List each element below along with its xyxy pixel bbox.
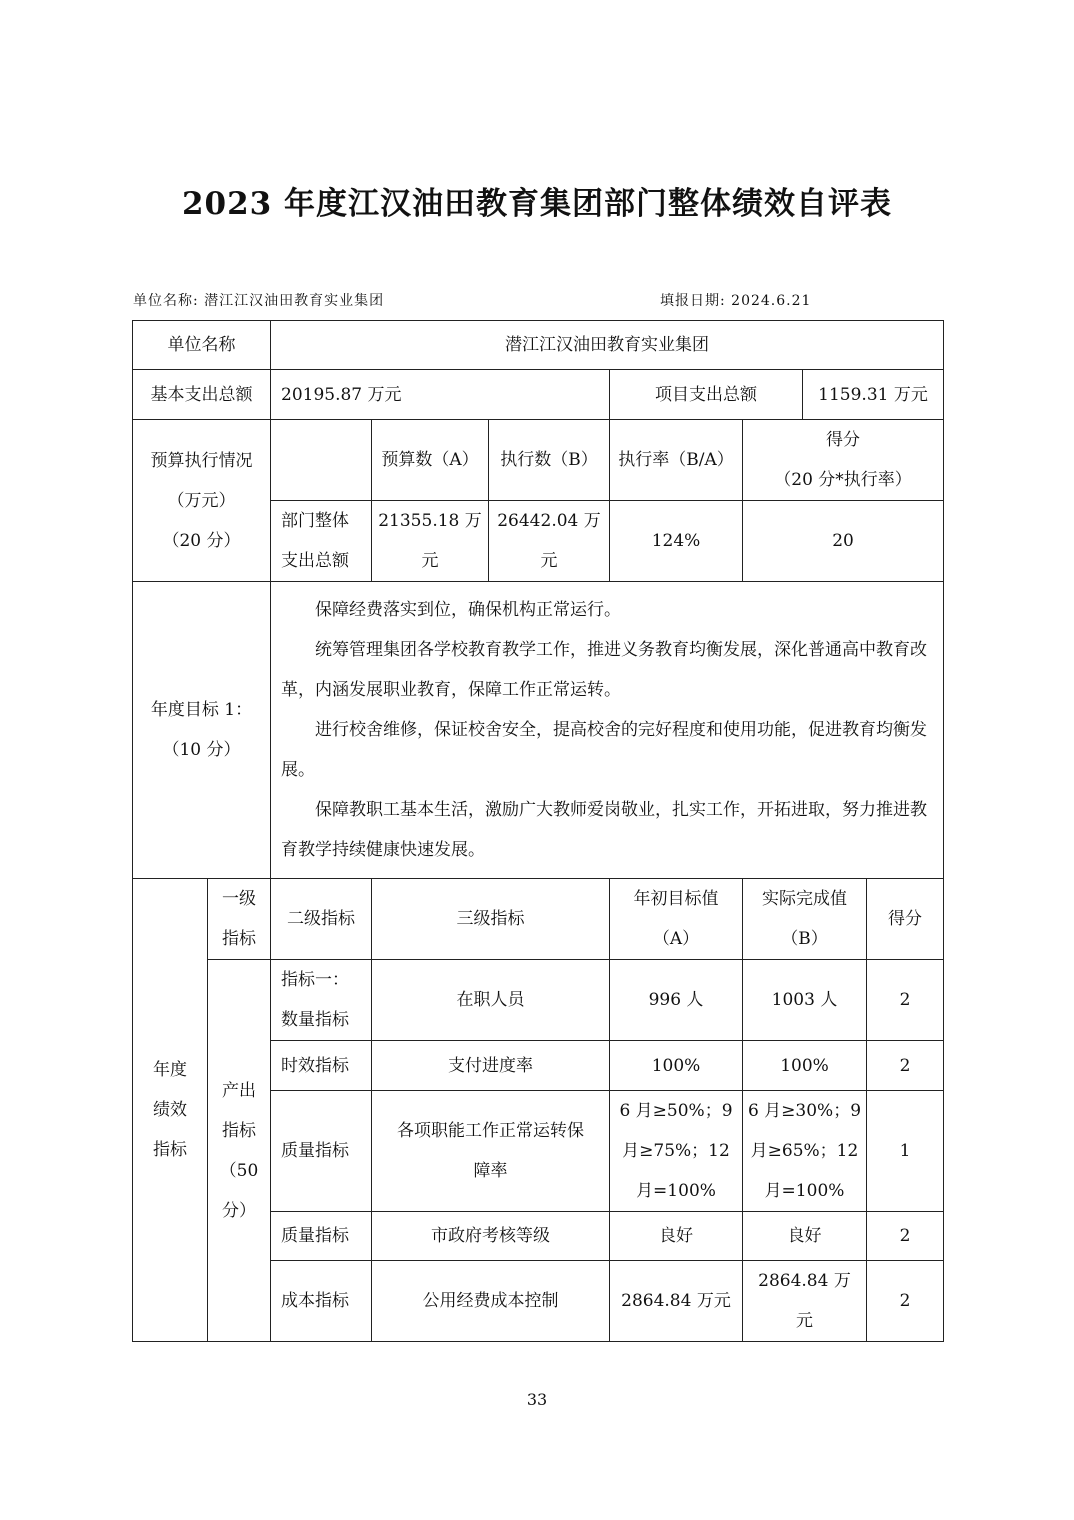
goal-paragraph: 保障经费落实到位，确保机构正常运行。 — [315, 600, 621, 620]
budget-value-b: 26442.04 万 元 — [489, 501, 610, 582]
actual-cell: 6 月≥30%；9 月≥65%；12 月=100% — [743, 1091, 867, 1212]
evaluation-table — [132, 320, 944, 1342]
level3-cell: 各项职能工作正常运转保 障率 — [372, 1091, 610, 1212]
target-cell: 2864.84 万元 — [610, 1261, 743, 1342]
score-cell: 2 — [867, 1261, 944, 1342]
target-cell: 996 人 — [610, 960, 743, 1041]
page-title: 2023 年度江汉油田教育集团部门整体绩效自评表 — [181, 186, 893, 222]
actual-cell: 100% — [743, 1041, 867, 1091]
basic-expense-label: 基本支出总额 — [133, 370, 271, 420]
budget-row-label: 部门整体 支出总额 — [271, 501, 372, 582]
indicators-header-row — [133, 879, 944, 960]
header-level1: 一级 指标 — [208, 879, 271, 960]
level2-cell: 质量指标 — [271, 1212, 372, 1261]
header-level2: 二级指标 — [271, 879, 372, 960]
budget-score: 20 — [743, 501, 944, 582]
budget-rate: 124% — [610, 501, 743, 582]
level2-cell: 指标一： 数量指标 — [271, 960, 372, 1041]
unit-name-meta: 单位名称: 潜江江汉油田教育实业集团 — [133, 293, 385, 309]
fill-date-meta: 填报日期: 2024.6.21 — [660, 293, 812, 309]
budget-label: 预算执行情况 （万元） （20 分） — [133, 420, 271, 582]
unit-label: 单位名称 — [133, 321, 271, 370]
target-cell: 6 月≥50%；9 月≥75%；12 月=100% — [610, 1091, 743, 1212]
unit-row — [133, 321, 944, 370]
actual-cell: 良好 — [743, 1212, 867, 1261]
score-cell: 2 — [867, 960, 944, 1041]
output-indicator-label: 产出 指标 （50 分） — [208, 960, 271, 1342]
table-row — [133, 960, 944, 1041]
level3-cell: 支付进度率 — [372, 1041, 610, 1091]
basic-expense-value: 20195.87 万元 — [271, 370, 610, 420]
page-number: 33 — [526, 1390, 548, 1409]
level2-cell: 质量指标 — [271, 1091, 372, 1212]
actual-cell: 2864.84 万 元 — [743, 1261, 867, 1342]
target-cell: 良好 — [610, 1212, 743, 1261]
level3-cell: 在职人员 — [372, 960, 610, 1041]
budget-header-b: 执行数（B） — [489, 420, 610, 501]
score-cell: 2 — [867, 1041, 944, 1091]
target-cell: 100% — [610, 1041, 743, 1091]
budget-value-a: 21355.18 万 元 — [372, 501, 489, 582]
header-actual: 实际完成值 （B） — [743, 879, 867, 960]
header-score: 得分 — [867, 879, 944, 960]
level3-cell: 市政府考核等级 — [372, 1212, 610, 1261]
budget-header-blank — [271, 420, 372, 501]
score-cell: 2 — [867, 1212, 944, 1261]
goal-paragraph: 进行校舍维修，保证校舍安全，提高校舍的完好程度和使用功能，促进教育均衡发展。 — [281, 720, 927, 780]
expense-row — [133, 370, 944, 420]
level2-cell: 成本指标 — [271, 1261, 372, 1342]
project-expense-label: 项目支出总额 — [610, 370, 803, 420]
indicators-group-label: 年度 绩效 指标 — [133, 879, 208, 1342]
goal-paragraph: 保障教职工基本生活，激励广大教师爱岗敬业，扎实工作，开拓进取，努力推进教育教学持续健康快速发展。 — [281, 800, 927, 860]
header-target: 年初目标值 （A） — [610, 879, 743, 960]
actual-cell: 1003 人 — [743, 960, 867, 1041]
project-expense-value: 1159.31 万元 — [803, 370, 944, 420]
level2-cell: 时效指标 — [271, 1041, 372, 1091]
goal-paragraph: 统筹管理集团各学校教育教学工作，推进义务教育均衡发展，深化普通高中教育改革，内涵发展职业教育，保障工作正常运转。 — [281, 640, 927, 700]
budget-header-rate: 执行率（B/A） — [610, 420, 743, 501]
unit-value: 潜江江汉油田教育实业集团 — [271, 321, 944, 370]
score-cell: 1 — [867, 1091, 944, 1212]
level3-cell: 公用经费成本控制 — [372, 1261, 610, 1342]
goal-content — [271, 582, 944, 879]
budget-header-score: 得分 （20 分*执行率） — [743, 420, 944, 501]
goal-label: 年度目标 1： （10 分） — [133, 582, 271, 879]
header-level3: 三级指标 — [372, 879, 610, 960]
goal-row — [133, 582, 944, 879]
budget-header-a: 预算数（A） — [372, 420, 489, 501]
budget-header-row — [133, 420, 944, 501]
